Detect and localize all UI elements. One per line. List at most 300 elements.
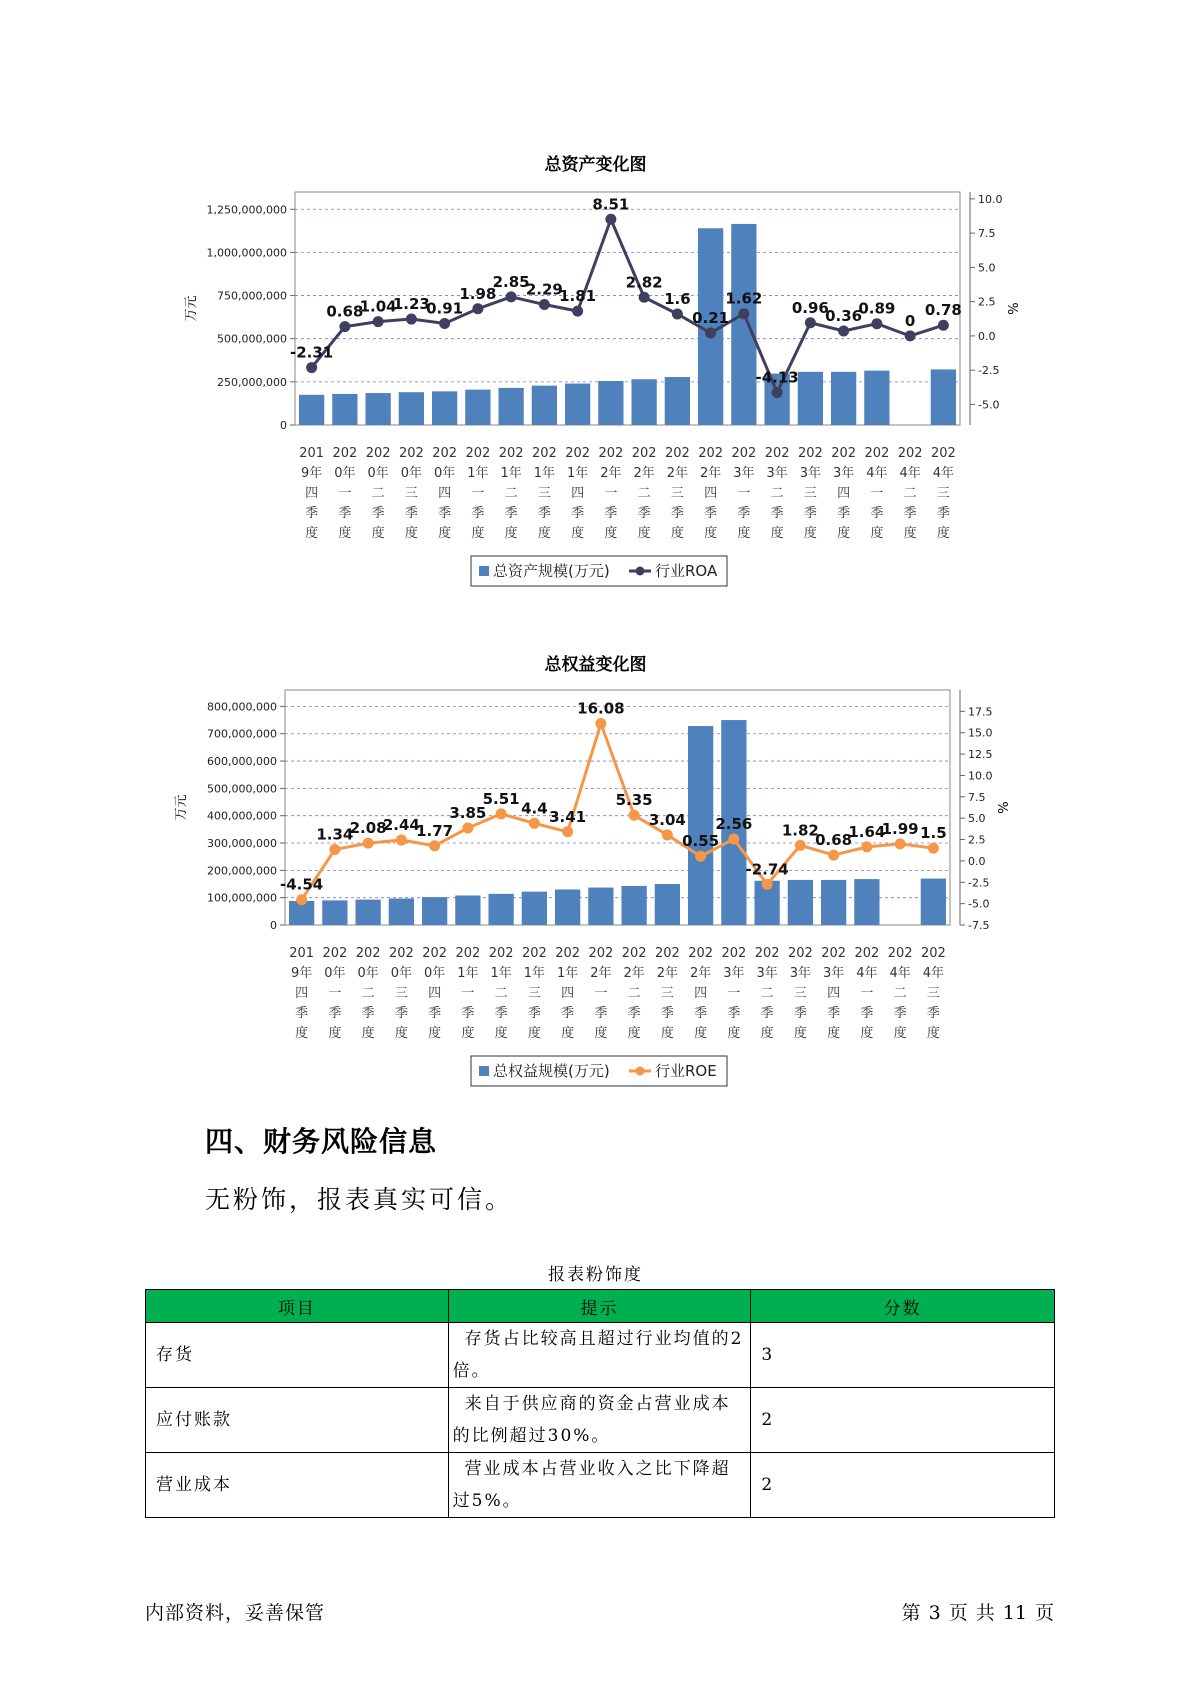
x-tick-label-line: 二 — [371, 486, 385, 501]
line-point — [629, 810, 640, 821]
x-tick-label-line: 季 — [527, 1006, 541, 1021]
x-tick-label-line: 度 — [305, 526, 319, 541]
y2-tick-label: 17.5 — [968, 705, 993, 719]
bar — [821, 880, 846, 925]
x-tick-label-line: 3年 — [733, 466, 755, 481]
x-tick-label-line: 度 — [361, 1026, 375, 1041]
x-tick-label-line: 2年 — [623, 966, 645, 981]
x-tick-label-line: 201 — [289, 946, 315, 961]
x-tick-label-line: 度 — [893, 1026, 907, 1041]
line-point — [496, 808, 507, 819]
y2-tick-label: 0.0 — [978, 329, 996, 343]
x-tick-label-line: 一 — [594, 986, 608, 1001]
x-tick-label-line: 度 — [870, 526, 884, 541]
bar — [488, 894, 513, 925]
x-tick-label — [655, 946, 680, 1041]
x-tick-label-line: 202 — [831, 446, 857, 461]
x-tick-label-line: 202 — [388, 946, 414, 961]
x-tick-label-line: 度 — [428, 1026, 442, 1041]
x-tick-label-line: 季 — [561, 1006, 575, 1021]
x-tick-label-line: 度 — [471, 526, 485, 541]
data-label: 1.64 — [848, 822, 886, 841]
table-header-score: 分数 — [751, 1290, 1055, 1323]
line-point — [396, 835, 407, 846]
x-tick-label — [356, 946, 381, 1041]
table-cell-item: 应付账款 — [146, 1388, 449, 1453]
x-tick-label-line: 二 — [361, 986, 375, 1001]
y2-tick-label: -5.0 — [968, 897, 990, 911]
y2-axis-label: % — [1007, 302, 1022, 315]
x-tick-label-line: 1年 — [457, 966, 479, 981]
section-heading: 四、财务风险信息 — [205, 1125, 438, 1158]
x-tick-label-line: 季 — [760, 1006, 774, 1021]
x-tick-label-line: 一 — [860, 986, 874, 1001]
x-tick-label — [788, 946, 813, 1041]
bar — [355, 900, 380, 925]
x-tick-label-line: 度 — [328, 1026, 342, 1041]
x-tick-label-line: 季 — [471, 506, 485, 521]
x-tick-label-line: 度 — [660, 1026, 674, 1041]
x-tick-label-line: 度 — [936, 526, 950, 541]
x-tick-label-line: 一 — [461, 986, 475, 1001]
x-tick-label-line: 季 — [305, 506, 319, 521]
line-point — [296, 894, 307, 905]
table-cell-hint: 来自于供应商的资金占营业成本的比例超过30%。 — [448, 1388, 751, 1453]
x-tick-label-line: 0年 — [334, 466, 356, 481]
x-tick-label-line: 度 — [694, 1026, 708, 1041]
x-tick-label-line: 度 — [404, 526, 418, 541]
legend-line-label: 行业ROA — [655, 562, 718, 580]
x-tick-label — [688, 946, 713, 1041]
data-label: 0.68 — [815, 831, 853, 850]
x-tick-label-line: 0年 — [390, 966, 413, 981]
x-tick-label-line: 202 — [920, 946, 946, 961]
data-label: 0.68 — [326, 302, 364, 321]
data-label: 1.23 — [392, 295, 430, 314]
x-tick-label-line: 202 — [531, 446, 557, 461]
bar — [555, 889, 580, 925]
data-label: 1.5 — [920, 824, 947, 843]
x-tick-label-line: 202 — [797, 446, 823, 461]
bar — [621, 886, 646, 925]
x-tick-label — [622, 946, 647, 1041]
bar — [322, 900, 347, 925]
legend-line-marker — [636, 1067, 645, 1076]
x-tick-label-line: 2年 — [633, 466, 655, 481]
table-header-hint: 提示 — [448, 1290, 751, 1323]
x-tick-label-line: 202 — [432, 446, 458, 461]
x-tick-label-line: 度 — [670, 526, 684, 541]
footer-confidential-note: 内部资料，妥善保管 — [145, 1602, 326, 1624]
data-label: 2.08 — [349, 819, 387, 838]
x-tick-label-line: 度 — [571, 526, 585, 541]
data-label: 8.51 — [592, 195, 630, 214]
x-tick-label-line: 季 — [504, 506, 518, 521]
line-point — [429, 840, 440, 851]
x-tick-label-line: 202 — [598, 446, 624, 461]
x-tick-label-line: 2年 — [699, 466, 722, 481]
x-tick-label-line: 1年 — [467, 466, 489, 481]
data-label: 1.62 — [725, 289, 763, 308]
data-label: 0.91 — [426, 299, 464, 318]
legend-bar-label: 总权益规模(万元) — [493, 1062, 610, 1080]
x-tick-label-line: 三 — [660, 986, 674, 1001]
y2-tick-label: 2.5 — [968, 833, 986, 847]
x-tick-label-line: 202 — [821, 946, 847, 961]
y-tick-label: 750,000,000 — [217, 289, 287, 303]
table-row — [146, 1388, 1055, 1453]
x-tick-label-line: 度 — [737, 526, 751, 541]
data-label: 1.34 — [316, 825, 354, 844]
table-cell-score: 2 — [751, 1453, 1055, 1518]
x-tick-label-line: 度 — [637, 526, 651, 541]
x-tick-label-line: 度 — [394, 1026, 408, 1041]
x-tick-label-line: 三 — [404, 486, 418, 501]
x-tick-label-line: 202 — [631, 446, 657, 461]
x-tick-label-line: 度 — [371, 526, 385, 541]
x-tick-label-line: 四 — [305, 486, 319, 501]
line-point — [562, 826, 573, 837]
x-tick-label-line: 202 — [887, 946, 913, 961]
y2-tick-label: 0.0 — [968, 854, 986, 868]
x-tick-label-line: 202 — [854, 946, 880, 961]
data-label: 2.85 — [492, 272, 530, 291]
x-tick-label-line: 202 — [565, 446, 591, 461]
x-tick-label-line: 一 — [338, 486, 352, 501]
x-tick-label-line: 三 — [793, 986, 807, 1001]
x-tick-label-line: 三 — [926, 986, 940, 1001]
data-label: 4.4 — [521, 799, 548, 818]
x-tick-label — [721, 946, 746, 1041]
x-tick-label-line: 季 — [803, 506, 817, 521]
x-tick-label-line: 202 — [764, 446, 790, 461]
line-point — [695, 851, 706, 862]
y2-tick-label: -2.5 — [978, 364, 1000, 378]
y2-tick-label: 12.5 — [968, 748, 993, 762]
table-cell-item: 存货 — [146, 1323, 449, 1388]
table-header-item: 项目 — [146, 1290, 449, 1323]
y2-tick-label: 5.0 — [978, 261, 996, 275]
x-tick-label-line: 度 — [770, 526, 784, 541]
x-tick-label-line: 202 — [355, 946, 381, 961]
y-tick-label: 1,000,000,000 — [206, 246, 287, 260]
data-label: 0.21 — [692, 309, 730, 328]
x-tick-label-line: 季 — [637, 506, 651, 521]
x-tick-label — [854, 946, 879, 1041]
y2-tick-label: 10.0 — [978, 192, 1003, 206]
x-tick-label — [322, 946, 347, 1041]
x-tick-label-line: 季 — [604, 506, 618, 521]
x-tick-label — [289, 946, 314, 1041]
x-tick-label-line: 202 — [930, 446, 956, 461]
table-row — [146, 1323, 1055, 1388]
x-tick-label-line: 季 — [770, 506, 784, 521]
data-label: 0.89 — [858, 299, 896, 318]
y-axis-label: 万元 — [174, 794, 189, 821]
data-label: 5.35 — [615, 791, 653, 810]
bar — [788, 880, 813, 925]
table-cell-hint: 营业成本占营业收入之比下降超过5%。 — [448, 1453, 751, 1518]
bar — [522, 892, 547, 925]
x-tick-label-line: 季 — [737, 506, 751, 521]
x-tick-label-line: 二 — [494, 986, 508, 1001]
x-tick-label-line: 202 — [621, 946, 647, 961]
x-tick-label-line: 季 — [394, 1006, 408, 1021]
line-point — [329, 844, 340, 855]
y2-tick-label: 10.0 — [968, 769, 993, 783]
x-tick-label-line: 度 — [803, 526, 817, 541]
x-tick-label-line: 季 — [594, 1006, 608, 1021]
x-tick-label — [389, 946, 414, 1041]
data-label: 0.55 — [682, 832, 720, 851]
data-label: 3.85 — [449, 804, 487, 823]
x-tick-label-line: 202 — [521, 946, 547, 961]
equity-chart-title: 总权益变化图 — [544, 655, 647, 675]
x-tick-label-line: 季 — [694, 1006, 708, 1021]
x-tick-label-line: 度 — [461, 1026, 475, 1041]
x-tick-label-line: 度 — [727, 1026, 741, 1041]
x-tick-label-line: 二 — [627, 986, 641, 1001]
x-tick-label — [555, 946, 580, 1041]
y-tick-label: 300,000,000 — [207, 837, 277, 851]
data-label: 2.82 — [625, 273, 663, 292]
x-tick-label-line: 1年 — [523, 966, 546, 981]
bar — [655, 884, 680, 925]
line-point — [762, 879, 773, 890]
data-label: 5.51 — [482, 789, 520, 808]
asset-chart-title: 总资产变化图 — [544, 155, 647, 175]
y2-tick-label: -7.5 — [968, 919, 990, 932]
bar — [588, 888, 613, 925]
data-label: 16.08 — [577, 699, 625, 718]
x-tick-label-line: 度 — [604, 526, 618, 541]
data-label: 0.78 — [924, 301, 962, 320]
x-tick-label-line: 季 — [461, 1006, 475, 1021]
x-tick-label-line: 202 — [787, 946, 813, 961]
x-tick-label-line: 4年 — [889, 966, 911, 981]
table-cell-score: 3 — [751, 1323, 1055, 1388]
data-label: 1.99 — [881, 819, 919, 838]
line-point — [928, 843, 939, 854]
x-tick-label-line: 季 — [328, 1006, 342, 1021]
y-tick-label: 250,000,000 — [217, 375, 287, 389]
x-tick-label-line: 202 — [588, 946, 614, 961]
risk-table — [145, 1289, 1055, 1518]
x-tick-label-line: 1年 — [500, 466, 522, 481]
data-label: 0.36 — [825, 306, 863, 325]
line-point — [828, 850, 839, 861]
x-tick-label-line: 四 — [827, 986, 841, 1001]
x-tick-label-line: 202 — [754, 946, 780, 961]
line-point — [529, 818, 540, 829]
x-tick-label-line: 4年 — [932, 466, 955, 481]
data-label: 3.41 — [549, 807, 587, 826]
x-tick-label-line: 2年 — [666, 466, 689, 481]
x-tick-label-line: 度 — [494, 1026, 508, 1041]
x-tick-label-line: 三 — [394, 986, 408, 1001]
x-tick-label-line: 1年 — [556, 966, 579, 981]
x-tick-label-line: 季 — [893, 1006, 907, 1021]
x-tick-label-line: 季 — [404, 506, 418, 521]
x-tick-label-line: 一 — [727, 986, 741, 1001]
line-point — [462, 823, 473, 834]
data-label: 1.81 — [559, 287, 597, 306]
x-tick-label-line: 季 — [371, 506, 385, 521]
x-tick-label — [422, 946, 447, 1041]
bar — [389, 898, 414, 925]
x-tick-label-line: 四 — [438, 486, 452, 501]
data-label: 0 — [904, 311, 916, 330]
table-cell-score: 2 — [751, 1388, 1055, 1453]
x-tick-label-line: 四 — [428, 986, 442, 1001]
data-label: -2.31 — [290, 343, 334, 362]
table-caption: 报表粉饰度 — [548, 1265, 643, 1285]
x-tick-label-line: 季 — [295, 1006, 309, 1021]
bar — [854, 879, 879, 925]
x-tick-label-line: 二 — [770, 486, 784, 501]
x-tick-label-line: 一 — [604, 486, 618, 501]
x-tick-label-line: 202 — [688, 946, 714, 961]
x-tick-label-line: 季 — [837, 506, 851, 521]
x-tick-label-line: 4年 — [866, 466, 888, 481]
x-tick-label-line: 3年 — [756, 966, 778, 981]
bar — [422, 897, 447, 925]
data-label: 2.29 — [525, 280, 563, 299]
line-point — [895, 838, 906, 849]
line-point — [795, 840, 806, 851]
x-tick-label-line: 季 — [670, 506, 684, 521]
x-tick-label-line: 202 — [498, 446, 524, 461]
x-tick-label-line: 2年 — [689, 966, 712, 981]
x-tick-label-line: 季 — [936, 506, 950, 521]
x-tick-label-line: 度 — [793, 1026, 807, 1041]
x-tick-label-line: 2年 — [590, 966, 612, 981]
x-tick-label-line: 季 — [338, 506, 352, 521]
x-tick-label-line: 3年 — [822, 966, 845, 981]
x-tick-label-line: 二 — [637, 486, 651, 501]
x-tick-label-line: 度 — [760, 1026, 774, 1041]
x-tick-label — [821, 946, 846, 1041]
legend-bar-swatch — [479, 1066, 489, 1076]
x-tick-label-line: 四 — [694, 986, 708, 1001]
x-tick-label-line: 度 — [704, 526, 718, 541]
x-tick-label-line: 二 — [760, 986, 774, 1001]
y-tick-label: 1,250,000,000 — [206, 203, 287, 217]
y2-tick-label: 5.0 — [968, 812, 986, 826]
bar — [921, 879, 946, 925]
x-tick-label-line: 季 — [428, 1006, 442, 1021]
x-tick-label-line: 0年 — [400, 466, 423, 481]
y2-axis-label: % — [997, 801, 1012, 814]
line-point — [595, 718, 606, 729]
x-tick-label-line: 1年 — [490, 966, 512, 981]
x-tick-label-line: 度 — [827, 1026, 841, 1041]
x-tick-label-line: 三 — [670, 486, 684, 501]
x-tick-label-line: 度 — [926, 1026, 940, 1041]
x-tick-label-line: 3年 — [799, 466, 822, 481]
x-tick-label-line: 一 — [471, 486, 485, 501]
data-label: 3.04 — [648, 810, 686, 829]
x-tick-label-line: 季 — [727, 1006, 741, 1021]
x-tick-label-line: 202 — [398, 446, 424, 461]
data-label: 0.96 — [791, 298, 829, 317]
line-point — [662, 829, 673, 840]
x-tick-label-line: 202 — [698, 446, 724, 461]
bar — [455, 895, 480, 925]
x-tick-label — [888, 946, 913, 1041]
x-tick-label-line: 一 — [328, 986, 342, 1001]
line-point — [728, 834, 739, 845]
y-tick-label: 500,000,000 — [217, 332, 287, 346]
y-tick-label: 0 — [280, 419, 287, 432]
x-tick-label-line: 二 — [893, 986, 907, 1001]
x-tick-label-line: 202 — [455, 946, 481, 961]
x-tick-label-line: 2年 — [600, 466, 622, 481]
legend-line-label: 行业ROE — [655, 1062, 717, 1080]
x-tick-label-line: 202 — [664, 446, 690, 461]
x-tick-label — [755, 946, 780, 1041]
data-label: 1.98 — [459, 284, 497, 303]
x-tick-label-line: 季 — [438, 506, 452, 521]
x-tick-label-line: 202 — [897, 446, 923, 461]
table-row — [146, 1453, 1055, 1518]
x-tick-label-line: 季 — [494, 1006, 508, 1021]
x-tick-label-line: 三 — [537, 486, 551, 501]
footer-page-number: 第 3 页 共 11 页 — [901, 1602, 1054, 1624]
line-point — [363, 838, 374, 849]
data-label: -2.74 — [745, 860, 789, 879]
x-tick-label-line: 季 — [827, 1006, 841, 1021]
x-tick-label-line: 202 — [422, 946, 448, 961]
x-tick-label-line: 季 — [361, 1006, 375, 1021]
data-label: 1.77 — [416, 821, 454, 840]
x-tick-label-line: 202 — [654, 946, 680, 961]
x-tick-label-line: 4年 — [856, 966, 878, 981]
data-label: 1.04 — [359, 297, 397, 316]
x-tick-label-line: 3年 — [789, 966, 812, 981]
x-tick-label-line: 四 — [571, 486, 585, 501]
x-tick-label-line: 0年 — [423, 966, 446, 981]
x-tick-label-line: 201 — [299, 446, 325, 461]
x-tick-label-line: 三 — [936, 486, 950, 501]
x-tick-label-line: 202 — [465, 446, 491, 461]
x-tick-label-line: 202 — [488, 946, 514, 961]
x-tick-label-line: 0年 — [324, 966, 346, 981]
y2-tick-label: 2.5 — [978, 295, 996, 309]
x-tick-label-line: 0年 — [433, 466, 456, 481]
x-tick-label-line: 度 — [504, 526, 518, 541]
x-tick-label-line: 季 — [571, 506, 585, 521]
x-tick-label-line: 度 — [438, 526, 452, 541]
x-tick-label-line: 202 — [731, 446, 757, 461]
x-tick-label-line: 三 — [527, 986, 541, 1001]
x-tick-label-line: 2年 — [656, 966, 679, 981]
x-tick-label-line: 四 — [837, 486, 851, 501]
x-tick-label-line: 季 — [704, 506, 718, 521]
x-tick-label-line: 三 — [803, 486, 817, 501]
x-tick-label-line: 9年 — [300, 466, 323, 481]
x-tick-label-line: 1年 — [533, 466, 556, 481]
x-tick-label-line: 四 — [561, 986, 575, 1001]
x-tick-label-line: 季 — [926, 1006, 940, 1021]
x-tick-label-line: 3年 — [723, 966, 745, 981]
x-tick-label-line: 202 — [864, 446, 890, 461]
x-tick-label-line: 二 — [504, 486, 518, 501]
x-tick-label-line: 度 — [537, 526, 551, 541]
x-tick-label — [522, 946, 547, 1041]
x-tick-label-line: 202 — [721, 946, 747, 961]
data-label: -4.13 — [755, 368, 799, 387]
